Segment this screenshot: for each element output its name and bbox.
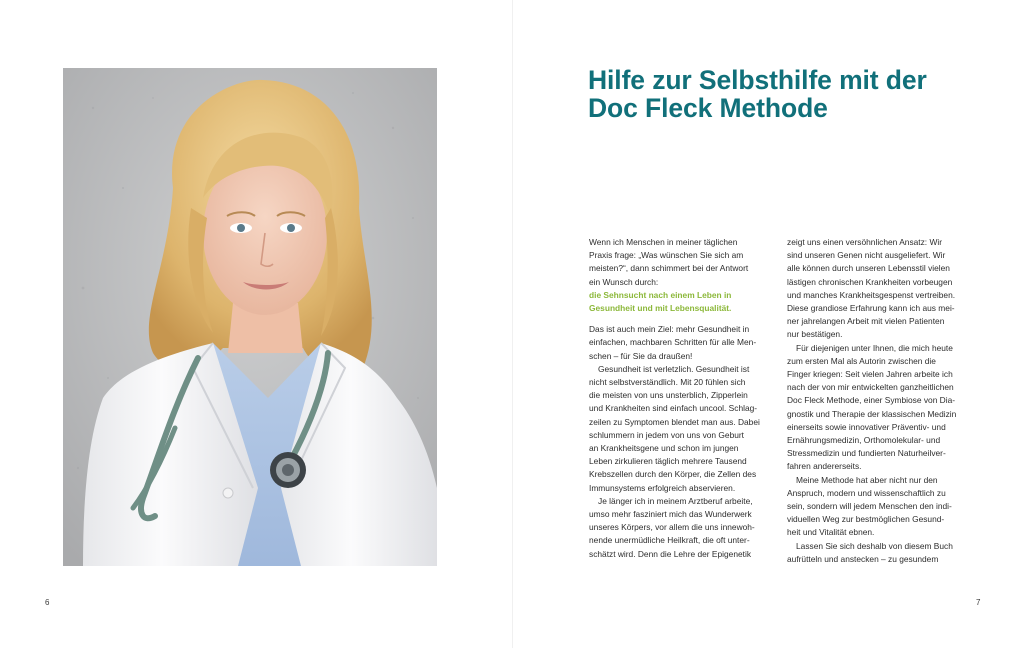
text-line: Lassen Sie sich deshalb von diesem Buch (796, 540, 953, 551)
text-line: Gesundheit ist verletzlich. Gesundheit ist (598, 363, 750, 374)
page-number-left: 6 (45, 598, 50, 607)
text-line: Stressmedizin und fundierten Naturheilver- (787, 448, 946, 459)
text-line: zum ersten Mal als Autorin zwischen die (787, 355, 936, 366)
text-line: alle können durch unseren Lebensstil vielen (787, 263, 950, 274)
text-line: Praxis frage: „Was wünschen Sie sich am (589, 250, 744, 261)
text-line: Finger kriegen: Seit vielen Jahren arbeite ich (787, 369, 953, 380)
page-number-right: 7 (976, 598, 981, 607)
text-line: die meisten von uns unsterblich, Zipperlein (589, 390, 748, 401)
text-line: Diese grandiose Erfahrung kann ich aus mei- (787, 303, 955, 314)
text-line: gnostik und Therapie der klassischen Medizin (787, 408, 957, 419)
intro-paragraph (589, 236, 771, 289)
text-line: Meine Methode hat aber nicht nur den (796, 474, 938, 485)
text-line: ner jahrelangen Arbeit mit vielen Patienten (787, 316, 945, 327)
highlighted-statement (589, 289, 771, 315)
paragraph (787, 474, 969, 540)
text-line: einfachen, machbaren Schritten für alle Men- (589, 337, 757, 348)
text-line: viduellen Weg zur bestmöglichen Gesund- (787, 514, 945, 525)
text-line: zeigt uns einen versöhnlichen Ansatz: Wir (787, 237, 943, 247)
text-line: lästigen chronischen Krankheiten vorbeugen (787, 276, 953, 287)
text-line: heit und Vitalität ebnen. (787, 527, 875, 538)
text-line: schen – für Sie da draußen! (589, 350, 693, 361)
text-line: zeilen zu Symptomen blendet man aus. Dabei (589, 416, 760, 427)
text-line: Immunsystems erfolgreich abservieren. (589, 482, 736, 493)
paragraph (589, 363, 771, 495)
text-line: Anspruch, modern und wissenschaftlich zu (787, 487, 946, 498)
text-line: und manches Krankheitsgespenst vertreiben. (787, 289, 956, 300)
text-line: nicht selbstverständlich. Mit 20 fühlen sich (589, 377, 746, 388)
text-line: einerseits sowie innovativer Präventiv- und (787, 421, 946, 432)
text-line: schätzt wird. Denn die Lehre der Epigenetik (589, 548, 752, 559)
highlight-line: die Sehnsucht nach einem Leben in (589, 289, 732, 300)
text-line: umso mehr fasziniert mich das Wunderwerk (589, 509, 752, 520)
highlight-line: Gesundheit und mit Lebensqualität. (589, 303, 732, 314)
paragraph (589, 323, 771, 363)
text-line: Je länger ich in meinem Arztberuf arbeite, (598, 495, 753, 506)
text-line: Ernährungsmedizin, Orthomolekular- und (787, 435, 941, 446)
text-line: fahren andererseits. (787, 461, 862, 472)
paragraph (787, 540, 969, 566)
title-line: Hilfe zur Selbsthilfe mit der (588, 65, 927, 95)
paragraph (787, 342, 969, 474)
page-gutter (512, 0, 513, 648)
text-line: an Krankheitsgene und schon im jungen (589, 443, 739, 454)
text-line: unseres Körpers, vor allem die uns innewoh- (589, 522, 755, 533)
text-line: Wenn ich Menschen in meiner täglichen (589, 237, 738, 247)
body-column-left (589, 236, 771, 561)
text-line: Für diejenigen unter Ihnen, die mich heute (796, 342, 953, 353)
author-portrait-photo (63, 68, 437, 566)
text-line: sein, sondern will jedem Menschen den indi- (787, 501, 952, 512)
text-line: nach der von mir entwickelten ganzheitlichen (787, 382, 954, 393)
text-line: schlummern in jedem von uns von Geburt (589, 429, 745, 440)
text-line: nende unermüdliche Heilkraft, die oft unter- (589, 535, 750, 546)
text-line: sind unseren Genen nicht ausgeliefert. Wir (787, 250, 946, 261)
paragraph (589, 495, 771, 561)
paragraph-gap (589, 315, 771, 323)
text-line: Doc Fleck Methode, einer Symbiose von Dia- (787, 395, 956, 406)
text-line: nur bestätigen. (787, 329, 843, 340)
text-line: aufrütteln und anstecken – zu gesundem (787, 553, 939, 564)
text-line: ein Wunsch durch: (589, 276, 659, 287)
text-line: Leben zirkulieren täglich mehrere Tausend (589, 456, 747, 467)
text-line: Das ist auch mein Ziel: mehr Gesundheit in (589, 324, 750, 335)
text-line: und Krankheiten sind einfach uncool. Schlag- (589, 403, 758, 414)
title-line: Doc Fleck Methode (588, 93, 828, 123)
paragraph (787, 236, 969, 342)
body-column-right (787, 236, 969, 566)
page-title (588, 66, 988, 122)
text-line: Krebszellen durch den Körper, die Zellen des (589, 469, 757, 480)
text-line: meisten?“, dann schimmert bei der Antwort (589, 263, 749, 274)
